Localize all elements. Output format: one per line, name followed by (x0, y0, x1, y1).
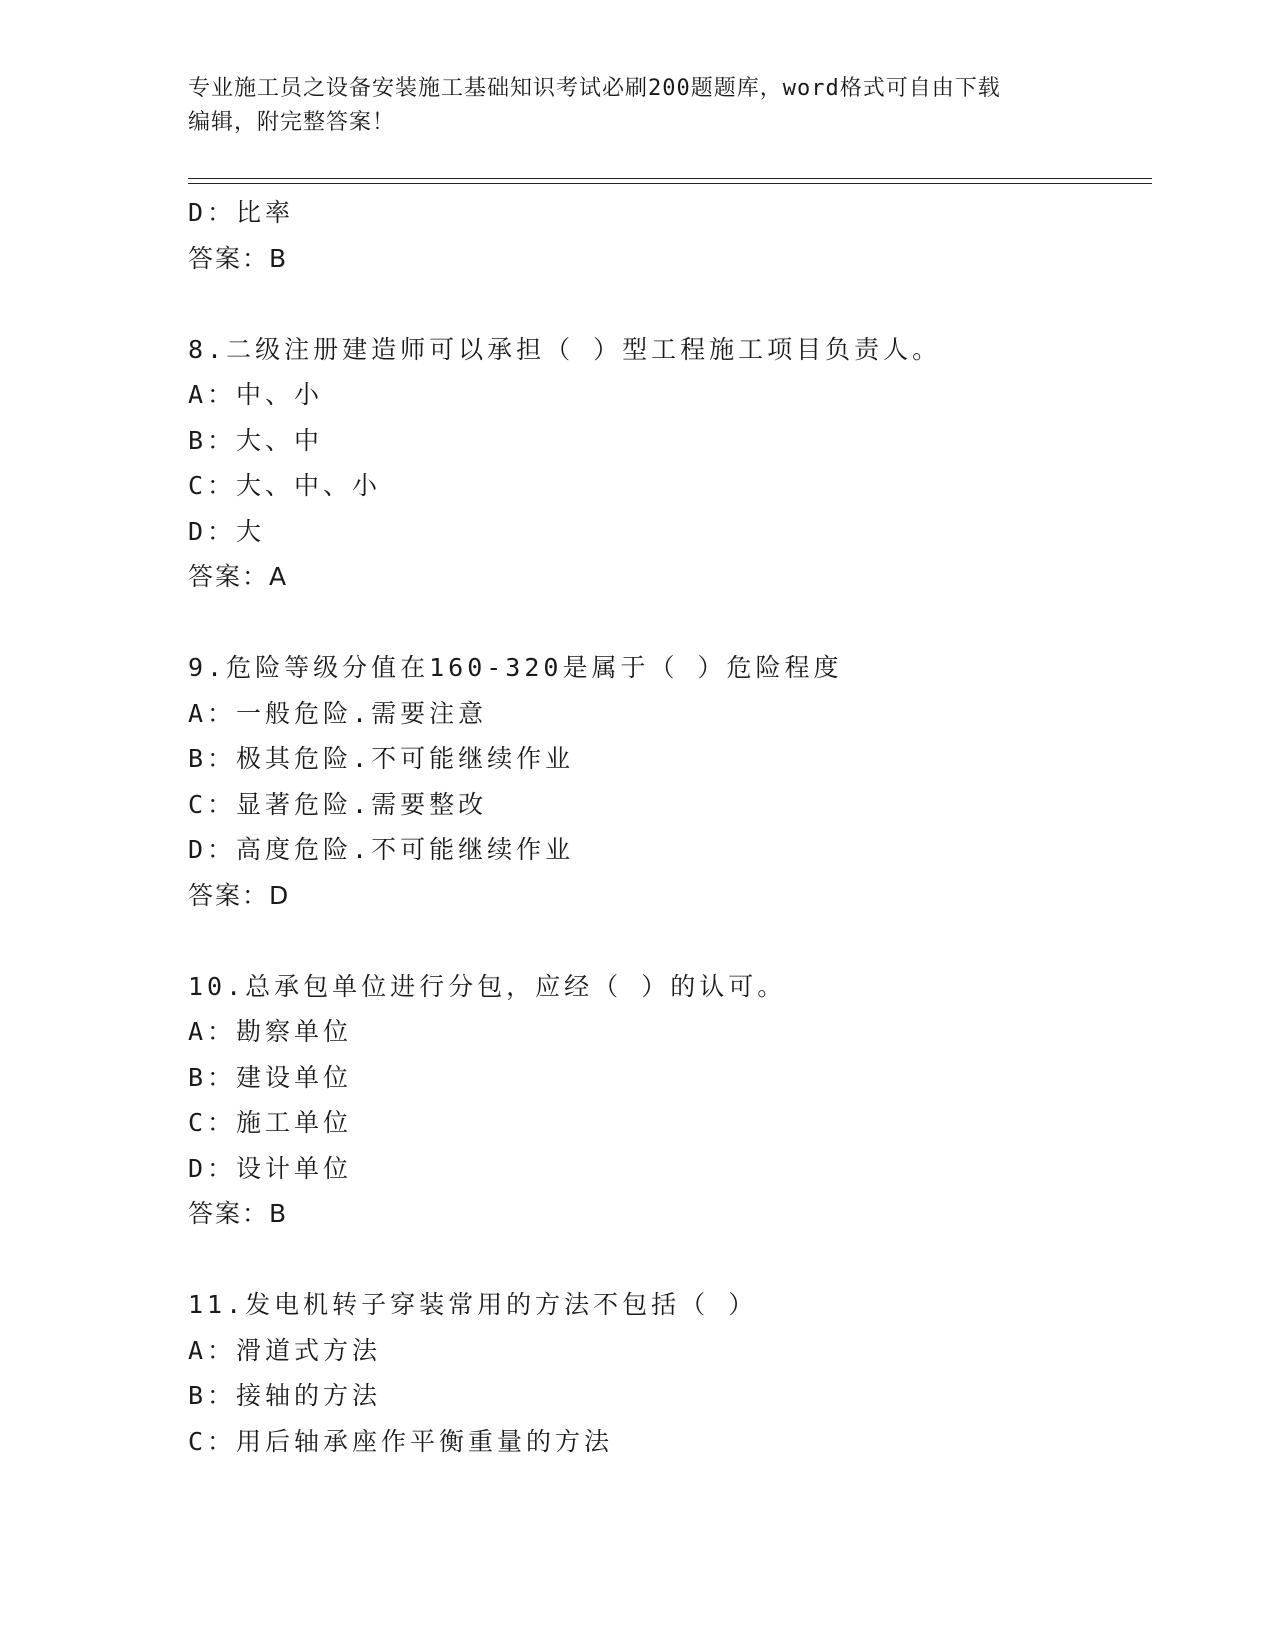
question-text: 10.总承包单位进行分包，应经（ ）的认可。 (188, 971, 787, 1001)
question-block (188, 964, 1152, 1237)
option-b: B：大、中 (188, 425, 324, 455)
option-d: D：高度危险.不可能继续作业 (188, 835, 575, 864)
option-c: C：大、中、小 (188, 471, 382, 500)
header-divider-bottom (188, 183, 1152, 184)
answer-line: 答案：B (188, 1199, 289, 1228)
header-line-2: 编辑，附完整答案！ (188, 110, 396, 135)
document-header (188, 72, 1088, 140)
option-d: D：大 (188, 516, 266, 546)
option-a: A：滑道式方法 (188, 1335, 382, 1365)
option-c: C：用后轴承座作平衡重量的方法 (188, 1426, 614, 1456)
question-list (188, 190, 1152, 1464)
option-b: B：接轴的方法 (188, 1381, 382, 1410)
question-block (188, 190, 1152, 281)
question-block (188, 1282, 1152, 1464)
question-text: 9.危险等级分值在160-320是属于（ ）危险程度 (188, 653, 843, 682)
option-b: B：建设单位 (188, 1062, 353, 1092)
question-text: 11.发电机转子穿装常用的方法不包括（ ） (188, 1290, 758, 1319)
question-text: 8.二级注册建造师可以承担（ ）型工程施工项目负责人。 (188, 334, 942, 364)
block-spacer (188, 918, 1152, 964)
question-block (188, 645, 1152, 918)
block-spacer (188, 600, 1152, 646)
option-d: D：比率 (188, 198, 295, 227)
option-a: A：一般危险.需要注意 (188, 698, 488, 728)
block-spacer (188, 281, 1152, 327)
answer-line: 答案：A (188, 562, 289, 591)
option-b: B：极其危险.不可能继续作业 (188, 744, 575, 773)
option-a: A：勘察单位 (188, 1017, 353, 1046)
option-a: A：中、小 (188, 380, 324, 409)
answer-line: 答案：B (188, 243, 289, 273)
option-d: D：设计单位 (188, 1153, 353, 1183)
option-c: C：施工单位 (188, 1108, 353, 1137)
option-c: C：显著危险.需要整改 (188, 789, 488, 819)
header-line-1: 专业施工员之设备安装施工基础知识考试必刷200题题库，word格式可自由下载 (188, 76, 1001, 101)
header-divider-top (188, 178, 1152, 179)
question-block (188, 327, 1152, 600)
block-spacer (188, 1237, 1152, 1283)
answer-line: 答案：D (188, 880, 291, 910)
